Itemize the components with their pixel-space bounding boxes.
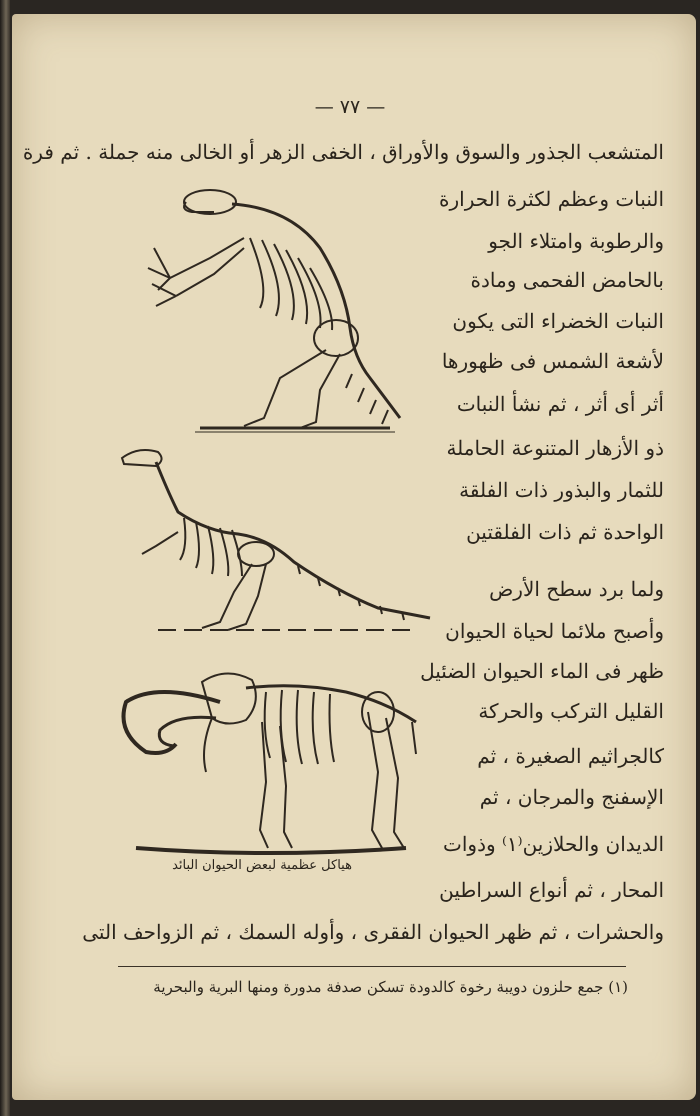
footnote-rule bbox=[118, 966, 626, 967]
text-line-6: لأشعة الشمس فى ظهورها bbox=[441, 349, 664, 373]
text-line-7: أثر أى أثر ، ثم نشأ النبات bbox=[456, 392, 664, 416]
text-line-14: القليل التركب والحركة bbox=[478, 699, 664, 723]
book-spine-edge bbox=[0, 0, 10, 1116]
text-line-5: النبات الخضراء التى يكون bbox=[452, 309, 664, 333]
footnote: (١) جمع حلزون دويبة رخوة كالدودة تسكن صدفة مدورة ومنها البرية والبحرية bbox=[153, 978, 628, 996]
sloth-skeleton-illustration bbox=[140, 178, 410, 440]
text-line-12: وأصبح ملائما لحياة الحيوان bbox=[445, 619, 664, 643]
text-line-16: الإسفنج والمرجان ، ثم bbox=[479, 785, 664, 809]
figure-caption: هياكل عظمية لبعض الحيوان البائد bbox=[172, 858, 352, 873]
text-line-17: الديدان والحلازين⁽١⁾ وذوات bbox=[443, 832, 664, 856]
dinosaur-skeleton-illustration bbox=[118, 442, 438, 642]
text-line-13: ظهر فى الماء الحيوان الضئيل bbox=[420, 659, 664, 683]
text-line-9: للثمار والبذور ذات الفلقة bbox=[459, 478, 664, 502]
text-line-3: والرطوبة وامتلاء الجو bbox=[488, 229, 664, 253]
text-line-2: النبات وعظم لكثرة الحرارة bbox=[439, 187, 664, 211]
text-line-18: المحار ، ثم أنواع السراطين bbox=[439, 878, 664, 902]
text-line-19: والحشرات ، ثم ظهر الحيوان الفقرى ، وأوله السمك ، ثم الزواحف التى bbox=[82, 920, 664, 944]
page-number: — ٧٧ — bbox=[314, 96, 386, 118]
text-line-15: كالجراثيم الصغيرة ، ثم bbox=[477, 744, 664, 768]
mammoth-skeleton-illustration bbox=[116, 662, 422, 858]
text-line-4: بالحامض الفحمى ومادة bbox=[470, 268, 664, 292]
text-line-8: ذو الأزهار المتنوعة الحاملة bbox=[446, 436, 664, 460]
text-line-11: ولما برد سطح الأرض bbox=[489, 577, 664, 601]
text-line-1: المتشعب الجذور والسوق والأوراق ، الخفى الزهر أو الخالى منه جملة . ثم فرة bbox=[22, 140, 664, 164]
text-line-10: الواحدة ثم ذات الفلقتين bbox=[466, 520, 664, 544]
